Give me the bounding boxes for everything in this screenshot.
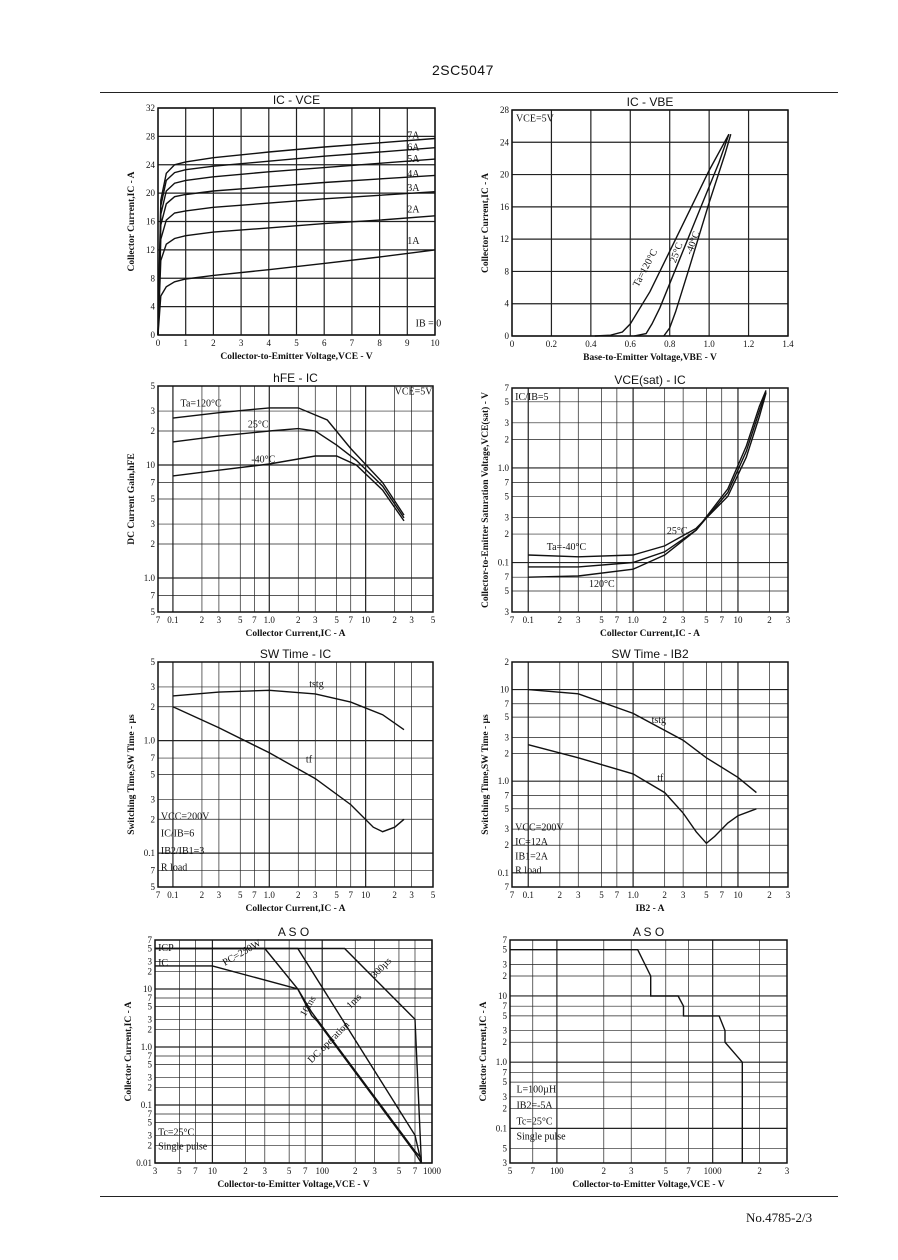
x-tick-label: 9 [405, 338, 410, 348]
annotation-vcc-200v: VCC=200V [515, 822, 564, 834]
y-axis-label: Collector-to-Emitter Saturation Voltage,VCE(sat) - V [481, 392, 491, 608]
series-label-tf: tf [657, 773, 664, 785]
y-tick-label: 5 [147, 943, 152, 954]
y-tick-label: 1.0 [143, 735, 155, 746]
y-tick-label: 10 [146, 459, 155, 470]
series-label-4a: 4A [407, 168, 420, 180]
y-tick-label: 5 [504, 803, 509, 814]
x-axis-label: IB2 - A [635, 904, 665, 914]
x-tick-label: 7 [614, 890, 620, 900]
y-tick-label: 2 [150, 701, 155, 712]
x-tick-label: 10 [430, 338, 440, 348]
y-tick-label: 5 [502, 944, 507, 955]
x-tick-label: 2 [392, 890, 397, 900]
x-tick-label: 5 [294, 338, 299, 348]
x-tick-label: 2 [557, 615, 563, 625]
x-tick-label: 3 [409, 615, 414, 625]
y-tick-label: 2 [150, 538, 155, 549]
chart-title: IC - VBE [626, 95, 674, 109]
y-tick-label: 5 [150, 769, 155, 780]
x-tick-label: 5 [430, 890, 436, 900]
x-tick-label: 7 [348, 615, 353, 625]
y-tick-label: 1.0 [495, 1057, 507, 1068]
part-number: 2SC5047 [432, 62, 494, 78]
x-tick-label: 3 [372, 1166, 377, 1176]
x-tick-label: 5 [704, 615, 709, 625]
x-axis-label: Collector Current,IC - A [600, 629, 700, 639]
x-tick-label: 1.2 [742, 339, 755, 349]
y-tick-label: 3 [147, 1014, 152, 1025]
y-tick-label: 4 [504, 298, 509, 309]
x-tick-label: 0.1 [167, 890, 179, 900]
y-tick-label: 5 [504, 712, 509, 723]
series-label-tstg: tstg [651, 715, 667, 727]
annotation-l-100-h: L=100µH [516, 1084, 557, 1096]
y-tick-label: 3 [504, 417, 509, 428]
x-tick-label: 7 [193, 1166, 198, 1176]
y-tick-label: 2 [502, 1037, 507, 1048]
y-tick-label: 20 [146, 188, 155, 199]
x-axis-label: Collector Current,IC - A [245, 904, 346, 914]
plot-frame [512, 110, 788, 336]
x-tick-label: 1000 [703, 1166, 722, 1176]
plot-frame [510, 940, 787, 1163]
annotation-dc-operation: DC operation [305, 1019, 352, 1066]
x-tick-label: 5 [599, 890, 604, 900]
x-tick-label: 5 [286, 1166, 292, 1176]
series-label-120-c: 120°C [589, 579, 615, 591]
x-tick-label: 7 [509, 615, 515, 625]
y-tick-label: 2 [504, 748, 509, 759]
series-label-ta-120-c: Ta=120°C [631, 247, 661, 289]
y-tick-label: 24 [146, 159, 155, 170]
y-tick-label: 7 [147, 935, 152, 945]
x-tick-label: 2 [296, 890, 301, 900]
annotation-tc-25-c: Tc=25°C [516, 1116, 553, 1128]
x-tick-label: 3 [680, 615, 686, 625]
y-tick-label: 7 [150, 477, 155, 488]
y-tick-label: 5 [150, 657, 155, 667]
series-label-1a: 1A [407, 236, 420, 248]
y-tick-label: 2 [502, 971, 507, 982]
y-axis-label: Collector Current,IC - A [127, 171, 137, 272]
y-tick-label: 7 [150, 865, 155, 876]
series-line-tstg [173, 690, 404, 729]
annotation-ic-ib-5: IC/IB=5 [515, 392, 549, 404]
y-axis-label: Collector Current,IC - A [479, 1001, 489, 1102]
y-tick-label: 7 [502, 1001, 507, 1012]
y-tick-label: 3 [504, 607, 509, 617]
x-tick-label: 1.0 [627, 890, 639, 900]
x-tick-label: 7 [509, 890, 515, 900]
y-tick-label: 12 [146, 244, 155, 255]
chart-ic_vbe [481, 95, 794, 363]
x-tick-label: 0.2 [545, 339, 558, 349]
x-tick-label: 5 [334, 890, 339, 900]
y-tick-label: 0.1 [140, 1100, 152, 1111]
x-tick-label: 10 [733, 890, 743, 900]
x-tick-label: 5 [704, 890, 709, 900]
y-tick-label: 10 [498, 990, 507, 1001]
x-tick-label: 10 [361, 615, 371, 625]
y-tick-label: 5 [504, 396, 509, 407]
y-tick-label: 5 [147, 1117, 152, 1128]
y-tick-label: 0 [150, 330, 155, 340]
x-axis-label: Base-to-Emitter Voltage,VBE - V [583, 353, 717, 363]
x-tick-label: 7 [302, 1166, 308, 1176]
y-tick-label: 5 [502, 1077, 507, 1088]
chart-vcesat_ic [480, 373, 791, 639]
x-tick-label: 2 [296, 615, 301, 625]
series-label-5a: 5A [407, 153, 420, 165]
series-label-tstg: tstg [309, 678, 324, 690]
annotation-ic-12a: IC=12A [515, 837, 549, 849]
y-tick-label: 1.0 [143, 572, 155, 583]
y-tick-label: 3 [502, 1091, 507, 1102]
y-tick-label: 0 [504, 331, 509, 341]
x-tick-label: 2 [353, 1166, 358, 1176]
series-line-25-c [634, 134, 729, 336]
x-tick-label: 1.0 [263, 890, 275, 900]
annotation-single-pulse: Single pulse [516, 1131, 566, 1143]
chart-title: VCE(sat) - IC [614, 373, 686, 387]
y-tick-label: 7 [147, 1108, 152, 1119]
y-tick-label: 7 [504, 790, 509, 801]
y-tick-label: 32 [146, 103, 155, 113]
y-tick-label: 7 [504, 572, 509, 583]
y-tick-label: 3 [504, 732, 509, 743]
y-tick-label: 3 [147, 956, 152, 967]
x-tick-label: 2 [767, 615, 772, 625]
x-tick-label: 100 [315, 1166, 329, 1176]
x-tick-label: 6 [321, 338, 327, 348]
y-tick-label: 2 [504, 529, 509, 540]
x-tick-label: 3 [785, 890, 791, 900]
y-tick-label: 7 [150, 753, 155, 764]
x-tick-label: 2 [392, 615, 397, 625]
y-axis-label: Switching Time,SW Time - µs [127, 714, 137, 835]
x-tick-label: 10 [361, 890, 371, 900]
annotation-300-s: 300µs [368, 955, 395, 981]
x-tick-label: 3 [628, 1166, 634, 1176]
y-tick-label: 0.1 [495, 1123, 507, 1134]
y-tick-label: 3 [150, 406, 155, 417]
y-tick-label: 4 [150, 301, 155, 312]
x-tick-label: 3 [785, 615, 791, 625]
annotation-10ms: 10ms [298, 994, 319, 1019]
x-tick-label: 1 [183, 338, 188, 348]
x-tick-label: 7 [614, 615, 620, 625]
x-tick-label: 0.6 [624, 339, 636, 349]
annotation-single-pulse: Single pulse [158, 1141, 208, 1153]
series-label-7a: 7A [407, 130, 420, 142]
document-number: No.4785-2/3 [746, 1210, 813, 1225]
x-tick-label: 3 [238, 338, 244, 348]
y-tick-label: 1.0 [497, 776, 509, 787]
x-axis-label: Collector-to-Emitter Voltage,VCE - V [572, 1180, 725, 1190]
x-tick-label: 1000 [423, 1166, 441, 1176]
annotation-vce-5v: VCE=5V [394, 386, 433, 398]
y-tick-label: 5 [147, 1059, 152, 1070]
y-tick-label: 20 [500, 169, 509, 180]
x-tick-label: 7 [155, 890, 161, 900]
x-axis-label: Collector Current,IC - A [245, 629, 346, 639]
x-tick-label: 5 [599, 615, 604, 625]
annotation-vcc-200v: VCC=200V [160, 811, 210, 823]
annotation-r-load: R load [515, 865, 542, 877]
y-tick-label: 5 [150, 494, 155, 504]
plot-frame [512, 388, 788, 612]
y-tick-label: 2 [147, 1140, 152, 1151]
chart-title: hFE - IC [273, 371, 318, 385]
y-tick-label: 3 [504, 824, 509, 835]
series-line-10ms [155, 949, 421, 1159]
series-label-2a: 2A [407, 204, 420, 216]
chart-sw_ib2 [481, 647, 791, 914]
plot-frame [512, 662, 788, 887]
annotation-icp: ICP [158, 943, 174, 955]
y-tick-label: 5 [150, 607, 155, 617]
chart-title: SW Time - IC [259, 647, 332, 661]
y-tick-label: 7 [504, 477, 509, 488]
y-tick-label: 5 [502, 1010, 507, 1021]
chart-title: A S O [632, 925, 665, 939]
x-tick-label: 7 [719, 890, 724, 900]
chart-title: A S O [277, 925, 310, 939]
y-tick-label: 5 [150, 882, 155, 892]
annotation-tc-25-c: Tc=25°C [158, 1127, 195, 1139]
y-tick-label: 2 [502, 1103, 507, 1114]
y-tick-label: 2 [504, 657, 509, 667]
annotation-ib2-ib1-3: IB2/IB1=3 [160, 846, 205, 858]
x-tick-label: 10 [733, 615, 743, 625]
x-tick-label: 3 [576, 615, 581, 625]
x-tick-label: 5 [663, 1166, 669, 1176]
y-tick-label: 5 [502, 1143, 507, 1154]
y-tick-label: 0.1 [143, 848, 155, 859]
x-tick-label: 3 [313, 890, 318, 900]
chart-title: SW Time - IB2 [611, 647, 689, 661]
y-tick-label: 7 [502, 935, 507, 945]
series-label-ta-40-c: Ta=-40°C [546, 542, 587, 554]
annotation-vce-5v: VCE=5V [515, 113, 554, 125]
y-tick-label: 5 [147, 1001, 152, 1012]
x-tick-label: 7 [686, 1166, 691, 1176]
y-tick-label: 3 [147, 1072, 152, 1083]
x-tick-label: 7 [155, 615, 161, 625]
x-tick-label: 3 [409, 890, 414, 900]
y-tick-label: 2 [504, 840, 509, 851]
x-tick-label: 2 [662, 615, 667, 625]
y-tick-label: 8 [504, 266, 509, 277]
y-tick-label: 1.0 [497, 462, 509, 473]
x-tick-label: 3 [313, 615, 318, 625]
x-tick-label: 7 [252, 890, 257, 900]
y-tick-label: 7 [504, 383, 509, 393]
x-tick-label: 2 [199, 615, 205, 625]
x-tick-label: 3 [216, 615, 222, 625]
series-line-25-c [528, 392, 766, 567]
x-tick-label: 5 [396, 1166, 402, 1176]
x-tick-label: 0.4 [585, 339, 597, 349]
series-line-ta-40-c [528, 393, 766, 557]
x-tick-label: 2 [662, 890, 667, 900]
chart-aso_right [479, 925, 790, 1190]
x-tick-label: 7 [530, 1166, 536, 1176]
x-axis-label: Collector-to-Emitter Voltage,VCE - V [220, 352, 373, 362]
x-tick-label: 2 [601, 1166, 607, 1176]
y-tick-label: 0.01 [136, 1158, 152, 1168]
x-tick-label: 8 [377, 338, 382, 348]
y-tick-label: 5 [150, 381, 155, 391]
y-tick-label: 3 [502, 1025, 507, 1036]
annotation-ic: IC [158, 957, 169, 969]
chart-hfe_ic [127, 371, 436, 639]
y-tick-label: 3 [502, 959, 507, 970]
series-label-tf: tf [305, 754, 313, 766]
chart-ic_vce [127, 93, 441, 362]
annotation-ic-ib-6: IC/IB=6 [160, 828, 195, 840]
y-tick-label: 2 [147, 1082, 152, 1093]
y-tick-label: 28 [500, 105, 509, 115]
y-tick-label: 2 [147, 1024, 152, 1035]
y-tick-label: 3 [147, 1130, 152, 1141]
y-tick-label: 5 [504, 586, 509, 597]
y-tick-label: 3 [504, 512, 509, 523]
x-tick-label: 10 [207, 1166, 217, 1176]
x-tick-label: 4 [266, 338, 272, 348]
chart-aso_left [124, 925, 442, 1190]
x-tick-label: 100 [550, 1166, 564, 1176]
x-tick-label: 3 [680, 890, 686, 900]
series-label-ta-120-c: Ta=120°C [180, 398, 222, 410]
x-tick-label: 5 [430, 615, 436, 625]
y-tick-label: 7 [147, 992, 152, 1003]
y-tick-label: 28 [146, 131, 155, 142]
y-tick-label: 3 [150, 681, 155, 692]
x-tick-label: 2 [211, 338, 216, 348]
x-tick-label: 5 [238, 890, 243, 900]
x-tick-label: 5 [507, 1166, 513, 1176]
annotation-ib2-5a: IB2=-5A [516, 1100, 553, 1112]
x-tick-label: 0.8 [664, 339, 676, 349]
x-axis-label: Collector-to-Emitter Voltage,VCE - V [217, 1180, 370, 1190]
y-tick-label: 7 [504, 698, 509, 709]
y-axis-label: Switching Time,SW Time - µs [481, 714, 491, 835]
x-tick-label: 3 [262, 1166, 268, 1176]
x-tick-label: 3 [152, 1166, 158, 1176]
y-tick-label: 10 [143, 984, 152, 995]
plot-frame [155, 937, 432, 1163]
annotation-1ms: 1ms [344, 991, 365, 1012]
x-tick-label: 1.4 [782, 339, 794, 349]
y-tick-label: 24 [500, 137, 509, 148]
x-tick-label: 0.1 [522, 890, 534, 900]
x-tick-label: 0 [509, 339, 515, 349]
x-tick-label: 2 [199, 890, 205, 900]
x-tick-label: 7 [719, 615, 724, 625]
x-tick-label: 0 [155, 338, 161, 348]
y-tick-label: 0.1 [497, 557, 509, 568]
x-tick-label: 3 [576, 890, 581, 900]
y-tick-label: 7 [504, 882, 509, 892]
series-line-25-c [173, 429, 404, 518]
y-tick-label: 10 [500, 684, 509, 695]
y-tick-label: 0.1 [497, 867, 509, 878]
y-tick-label: 2 [147, 966, 152, 977]
y-tick-label: 2 [150, 425, 155, 436]
series-label-6a: 6A [407, 142, 420, 154]
y-tick-label: 2 [150, 814, 155, 825]
series-label-40-c: -40°C [251, 454, 276, 466]
x-tick-label: 7 [349, 338, 355, 348]
y-tick-label: 1.0 [140, 1042, 152, 1053]
series-label-25-c: 25°C [666, 526, 688, 538]
y-tick-label: 8 [150, 273, 155, 284]
y-tick-label: 7 [150, 590, 155, 601]
annotation-ib1-2a: IB1=2A [515, 851, 549, 863]
x-tick-label: 0.1 [522, 615, 534, 625]
y-axis-label: Collector Current,IC - A [124, 1001, 134, 1102]
series-label-40-c: -40°C [683, 229, 703, 257]
x-tick-label: 2 [767, 890, 772, 900]
annotation-ib-0: IB = 0 [415, 318, 442, 330]
x-tick-label: 5 [238, 615, 243, 625]
series-line-40-c [173, 456, 404, 521]
series-label-25-c: 25°C [668, 241, 686, 265]
y-tick-label: 5 [504, 491, 509, 502]
x-tick-label: 5 [177, 1166, 182, 1176]
x-tick-label: 3 [784, 1166, 790, 1176]
y-tick-label: 3 [502, 1158, 507, 1168]
x-tick-label: 7 [348, 890, 353, 900]
annotation-r-load: R load [160, 862, 188, 874]
y-tick-label: 7 [502, 1067, 507, 1078]
y-axis-label: Collector Current,IC - A [481, 173, 491, 273]
x-tick-label: 2 [557, 890, 563, 900]
series-label-25-c: 25°C [247, 419, 269, 431]
y-tick-label: 16 [146, 216, 155, 227]
x-tick-label: 2 [243, 1166, 248, 1176]
chart-sw_ic [127, 647, 436, 914]
x-tick-label: 0.1 [167, 615, 179, 625]
annotation-pc-250w: PC=250W [220, 937, 264, 969]
y-tick-label: 12 [500, 234, 509, 245]
y-tick-label: 7 [147, 1050, 152, 1061]
x-tick-label: 1.0 [703, 339, 715, 349]
chart-title: IC - VCE [272, 93, 321, 107]
series-label-3a: 3A [407, 182, 420, 194]
x-tick-label: 2 [757, 1166, 762, 1176]
x-tick-label: 7 [412, 1166, 418, 1176]
x-tick-label: 1.0 [263, 615, 275, 625]
y-tick-label: 3 [150, 794, 155, 805]
x-tick-label: 1.0 [627, 615, 639, 625]
x-tick-label: 3 [216, 890, 222, 900]
y-axis-label: DC Current Gain,hFE [127, 453, 137, 545]
x-tick-label: 7 [252, 615, 257, 625]
y-tick-label: 3 [150, 519, 155, 530]
x-tick-label: 5 [334, 615, 339, 625]
series-line-tstg [528, 690, 756, 793]
y-tick-label: 2 [504, 434, 509, 445]
y-tick-label: 16 [500, 201, 509, 212]
footer-divider [100, 1196, 838, 1197]
